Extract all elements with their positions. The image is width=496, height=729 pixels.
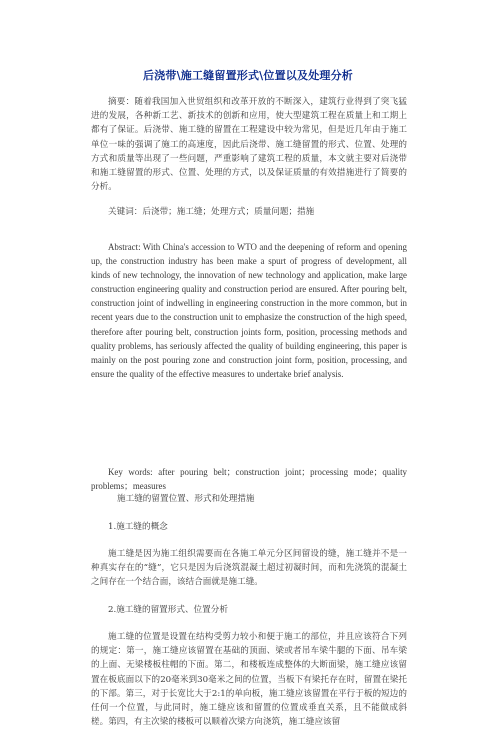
document-title: 后浇带\施工缝留置形式\位置以及处理分析 bbox=[142, 69, 354, 82]
section2-paragraph: 施工缝的位置是设置在结构受剪力较小和便于施工的部位，并且应该符合下列的规定：第一，施工缝应该留置在基础的顶面、梁或者吊车梁牛腿的下面、吊车梁的上面、无梁楼板柱帽的下面。第二，和楼板连成整体的大断面梁，施工缝应该留置在板底面以下的20毫米到30毫米之间的位置，当板下有梁托存在时，留置在梁托的下部。第三，对于长宽比大于2:1的单向板，施工缝应该留置在平行于板的短边的任何一个位置，与此同时，施工缝应该和留置的位置成垂直关系，且不能做成斜槎。第四，有主次梁的楼板可以顺着次梁方向浇筑，施工缝应该留 bbox=[91, 632, 407, 728]
abstract-chinese: 摘要：随着我国加入世贸组织和改革开放的不断深入，建筑行业得到了突飞猛进的发展，各种新工艺、新技术的创新和应用，使大型建筑工程在质量上和工期上都有了保证。后浇带、施工缝的留置在工程建设中较为常见，但是近几年由于施工单位一味的强调了施工的高速度，因此后浇带、施工缝留置的形式、位置、处理的方式和质量等出现了一些问题，严重影响了建筑工程的质量，本文就主要对后浇带和施工缝留置的形式、位置、处理的方式，以及保证质量的有效措施进行了简要的分析。 bbox=[91, 97, 407, 193]
abstract-english: Abstract: With China's accession to WTO and the deepening of reform and opening up, the construction industry has been make a spurt of progress of development, all kinds of new technology, the innovation of new technology and application, make large construction engineering quality and construction period are ensured. After pouring belt, construction joint of indwelling in engineering construction in the more common, but in recent years due to the construction unit to emphasize the construction of the high speed, therefore after pouring belt, construction joints form, position, processing methods and quality problems, has seriously affected the quality of building engineering, this paper is mainly on the post pouring zone and construction joint form, position, processing, and ensure the quality of the effective measures to undertake brief analysis. bbox=[91, 242, 407, 379]
keywords-chinese: 关键词：后浇带；施工缝；处理方式；质量问题；措施 bbox=[108, 207, 315, 217]
section1-heading: 1.施工缝的概念 bbox=[108, 522, 168, 532]
section-subtitle: 施工缝的留置位置、形式和处理措施 bbox=[117, 494, 255, 504]
keywords-english: Key words: after pouring belt；construction joint；processing mode；quality problems；measures bbox=[91, 467, 407, 492]
section1-paragraph: 施工缝是因为施工组织需要而在各施工单元分区间留设的缝，施工缝并不是一种真实存在的“缝”，它只是因为后浇筑混凝土超过初凝时间，而和先浇筑的混凝土之间存在一个结合面，该结合面就是施工缝。 bbox=[91, 549, 407, 588]
section2-heading: 2.施工缝的留置形式、位置分析 bbox=[108, 605, 228, 615]
